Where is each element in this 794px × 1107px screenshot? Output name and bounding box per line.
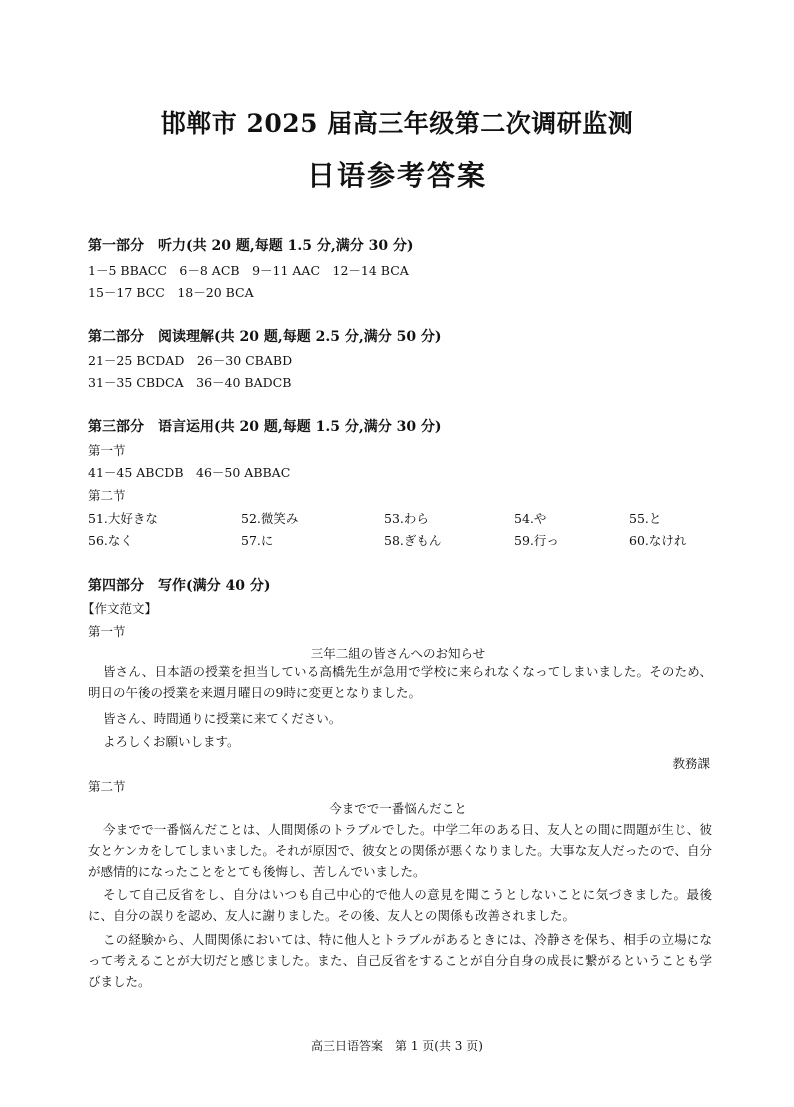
part4-section2-label: 第二节: [88, 779, 126, 794]
part2-heading: 第二部分 阅读理解(共 20 题,每题 2.5 分,满分 50 分): [88, 329, 442, 345]
answer-56: 56.なく: [88, 533, 133, 548]
answer-54: 54.や: [514, 511, 547, 526]
part4-heading: 第四部分 写作(满分 40 分): [88, 578, 271, 594]
notice-signature: 教務課: [672, 756, 710, 771]
part3-heading: 第三部分 语言运用(共 20 题,每题 1.5 分,满分 30 分): [88, 419, 442, 435]
part4-section1-label: 第一节: [88, 624, 126, 639]
essay-paragraph: 今までで一番悩んだことは、人間関係のトラブルでした。中学二年のある日、友人との間に問題が生じ、彼女とケンカをしてしまいました。それが原因で、彼女との関係が悪くなりました。大事な友人だったので、自分が感情的になったことをとても後悔し、苦しんでいました。: [88, 822, 712, 880]
answer-55: 55.と: [629, 511, 662, 526]
page-footer: 高三日语答案 第 1 页(共 3 页): [311, 1039, 483, 1053]
part3-section1-label: 第一节: [88, 443, 126, 458]
essay-paragraph: この経験から、人間関係においては、特に他人とトラブルがあるときには、冷静さを保ち、相手の立場になって考えることが大切だと感じました。また、自己反省をすることが自分自身の成長に繋がるということも学びました。: [88, 932, 712, 990]
essay-title: 今までで一番悩んだこと: [329, 801, 467, 816]
document-subtitle: 日语参考答案: [306, 159, 487, 192]
essay-paragraph: そして自己反省をし、自分はいつも自己中心的で他人の意見を聞こうとしないことに気づきました。最後に、自分の誤りを認め、友人に謝りました。その後、友人との関係も改善されました。: [88, 887, 712, 924]
answer-52: 52.微笑み: [241, 511, 299, 526]
answer-53: 53.わら: [384, 511, 429, 526]
part1-answer-line: 15－17 BCC 18－20 BCA: [88, 285, 254, 300]
part3-section2-label: 第二节: [88, 488, 126, 503]
sample-essay-label: 【作文范文】: [82, 601, 158, 616]
answer-58: 58.ぎもん: [384, 533, 442, 548]
answer-60: 60.なけれ: [629, 533, 687, 548]
part1-heading: 第一部分 听力(共 20 题,每题 1.5 分,满分 30 分): [88, 238, 414, 254]
document-title: 邯郸市 2025 届高三年级第二次调研监测: [160, 109, 634, 138]
answer-59: 59.行っ: [514, 533, 559, 548]
answer-57: 57.に: [241, 533, 274, 548]
notice-paragraph: 皆さん、時間通りに授業に来てください。: [103, 711, 342, 726]
part3-section1-answers: 41－45 ABCDB 46－50 ABBAC: [88, 465, 291, 480]
notice-paragraph: よろしくお願いします。: [103, 734, 240, 749]
notice-paragraph: 皆さん、日本語の授業を担当している高橋先生が急用で学校に来られなくなってしまいました。そのため、明日の午後の授業を来週月曜日の9時に変更となりました。: [88, 664, 712, 701]
part2-answer-line: 21－25 BCDAD 26－30 CBABD: [88, 353, 293, 368]
answer-51: 51.大好きな: [88, 511, 158, 526]
part2-answer-line: 31－35 CBDCA 36－40 BADCB: [88, 375, 292, 390]
part1-answer-line: 1－5 BBACC 6－8 ACB 9－11 AAC 12－14 BCA: [88, 263, 409, 278]
notice-title: 三年二組の皆さんへのお知らせ: [310, 646, 486, 661]
